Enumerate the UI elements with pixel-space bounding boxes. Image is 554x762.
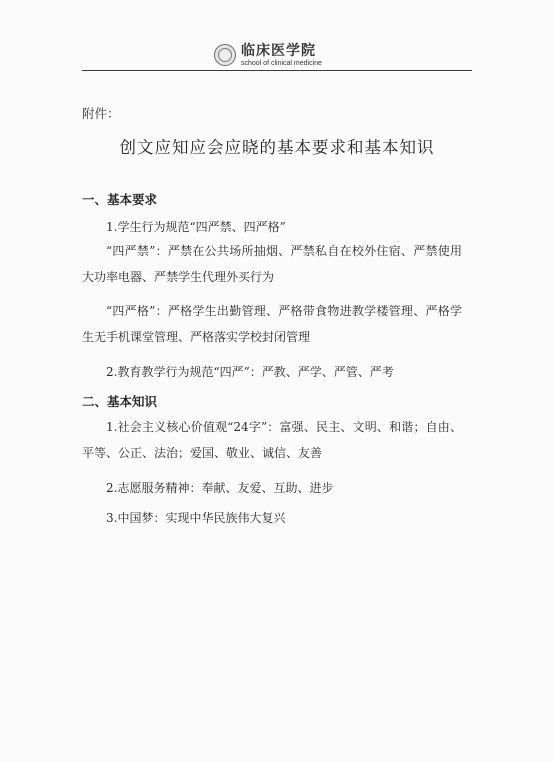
section2-item3: 3.中国梦：实现中华民族伟大复兴: [106, 511, 286, 525]
attachment-label: 附件：: [82, 106, 120, 121]
section1-item2: 2.教育教学行为规范“四严”：严教、严学、严管、严考: [106, 365, 394, 379]
section1-heading: 一、基本要求: [82, 192, 158, 207]
section2-item2: 2.志愿服务精神：奉献、友爱、互助、进步: [106, 481, 334, 495]
letterhead-text: [241, 44, 322, 67]
section1-item1-para2: “四严格”：严格学生出勤管理、严格带食物进教学楼管理、严格学生无手机课堂管理、严格落实学校封闭管理: [82, 304, 462, 344]
header-divider: [82, 70, 472, 71]
document-title: 创文应知应会应晓的基本要求和基本知识: [119, 138, 435, 157]
letterhead: [214, 40, 322, 70]
school-name-en: school of clinical medicine: [241, 59, 322, 67]
section1-item1-para1: “四严禁”：严禁在公共场所抽烟、严禁私自在校外住宿、严禁使用大功率电器、严禁学生代理外买行为: [82, 244, 462, 284]
school-seal-icon: [214, 44, 236, 66]
school-name-cn: 临床医学院: [241, 42, 316, 59]
section2-heading: 二、基本知识: [82, 394, 158, 409]
section2-item1: 1.社会主义核心价值观“24字”：富强、民主、文明、和谐；自由、平等、公正、法治；爱国、敬业、诚信、友善: [82, 420, 462, 460]
section1-item1-heading: 1.学生行为规范“四严禁、四严格”: [106, 220, 286, 234]
